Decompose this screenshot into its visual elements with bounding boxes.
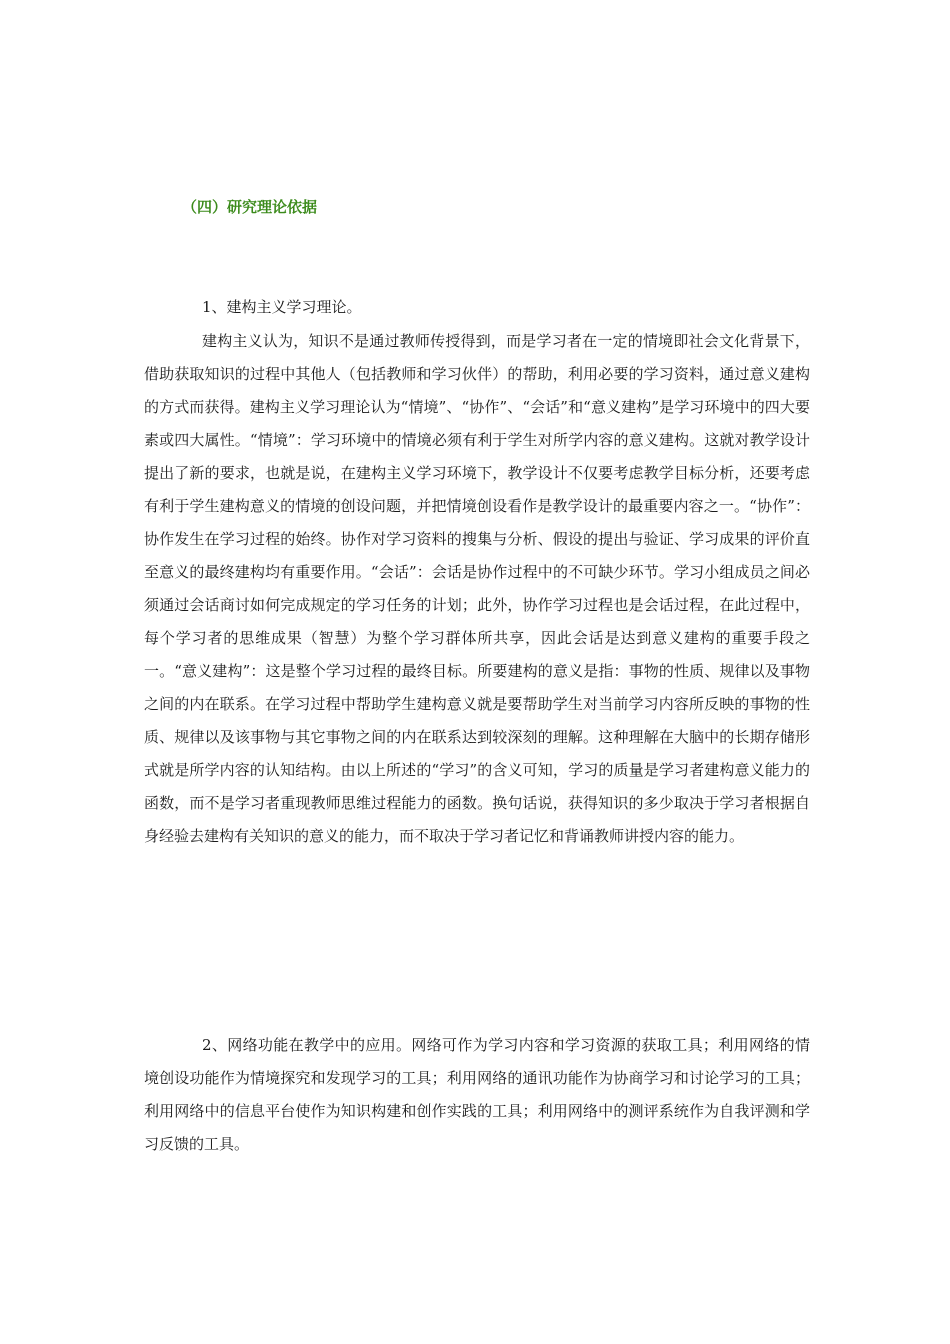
section-heading: （四）研究理论依据 xyxy=(182,198,318,216)
item1-body-paragraph: 建构主义认为，知识不是通过教师传授得到，而是学习者在一定的情境即社会文化背景下，借助获取知识的过程中其他人（包括教师和学习伙伴）的帮助，利用必要的学习资料，通过意义建构的方式而获得。建构主义学习理论认为“情境”、“协作”、“会话”和“意义建构”是学习环境中的四大要素或四大属性。“情境”：学习环境中的情境必须有利于学生对所学内容的意义建构。这就对教学设计提出了新的要求，也就是说，在建构主义学习环境下，教学设计不仅要考虑教学目标分析，还要考虑有利于学生建构意义的情境的创设问题，并把情境创设看作是教学设计的最重要内容之一。“协作”：协作发生在学习过程的始终。协作对学习资料的搜集与分析、假设的提出与验证、学习成果的评价直至意义的最终建构均有重要作用。“会话”：会话是协作过程中的不可缺少环节。学习小组成员之间必须通过会话商讨如何完成规定的学习任务的计划；此外，协作学习过程也是会话过程，在此过程中，每个学习者的思维成果（智慧）为整个学习群体所共享，因此会话是达到意义建构的重要手段之一。“意义建构”：这是整个学习过程的最终目标。所要建构的意义是指：事物的性质、规律以及事物之间的内在联系。在学习过程中帮助学生建构意义就是要帮助学生对当前学习内容所反映的事物的性质、规律以及该事物与其它事物之间的内在联系达到较深刻的理解。这种理解在大脑中的长期存储形式就是所学内容的认知结构。由以上所述的“学习”的含义可知，学习的质量是学习者建构意义能力的函数，而不是学习者重现教师思维过程能力的函数。换句话说，获得知识的多少取决于学习者根据自身经验去建构有关知识的意义的能力，而不取决于学习者记忆和背诵教师讲授内容的能力。 xyxy=(144,332,810,845)
item1-title: 1、建构主义学习理论。 xyxy=(202,298,362,316)
item2-body-paragraph: 2、网络功能在教学中的应用。网络可作为学习内容和学习资源的获取工具；利用网络的情境创设功能作为情境探究和发现学习的工具；利用网络的通讯功能作为协商学习和讨论学习的工具；利用网络中的信息平台使作为知识构建和创作实践的工具；利用网络中的测评系统作为自我评测和学习反馈的工具。 xyxy=(144,1036,810,1153)
